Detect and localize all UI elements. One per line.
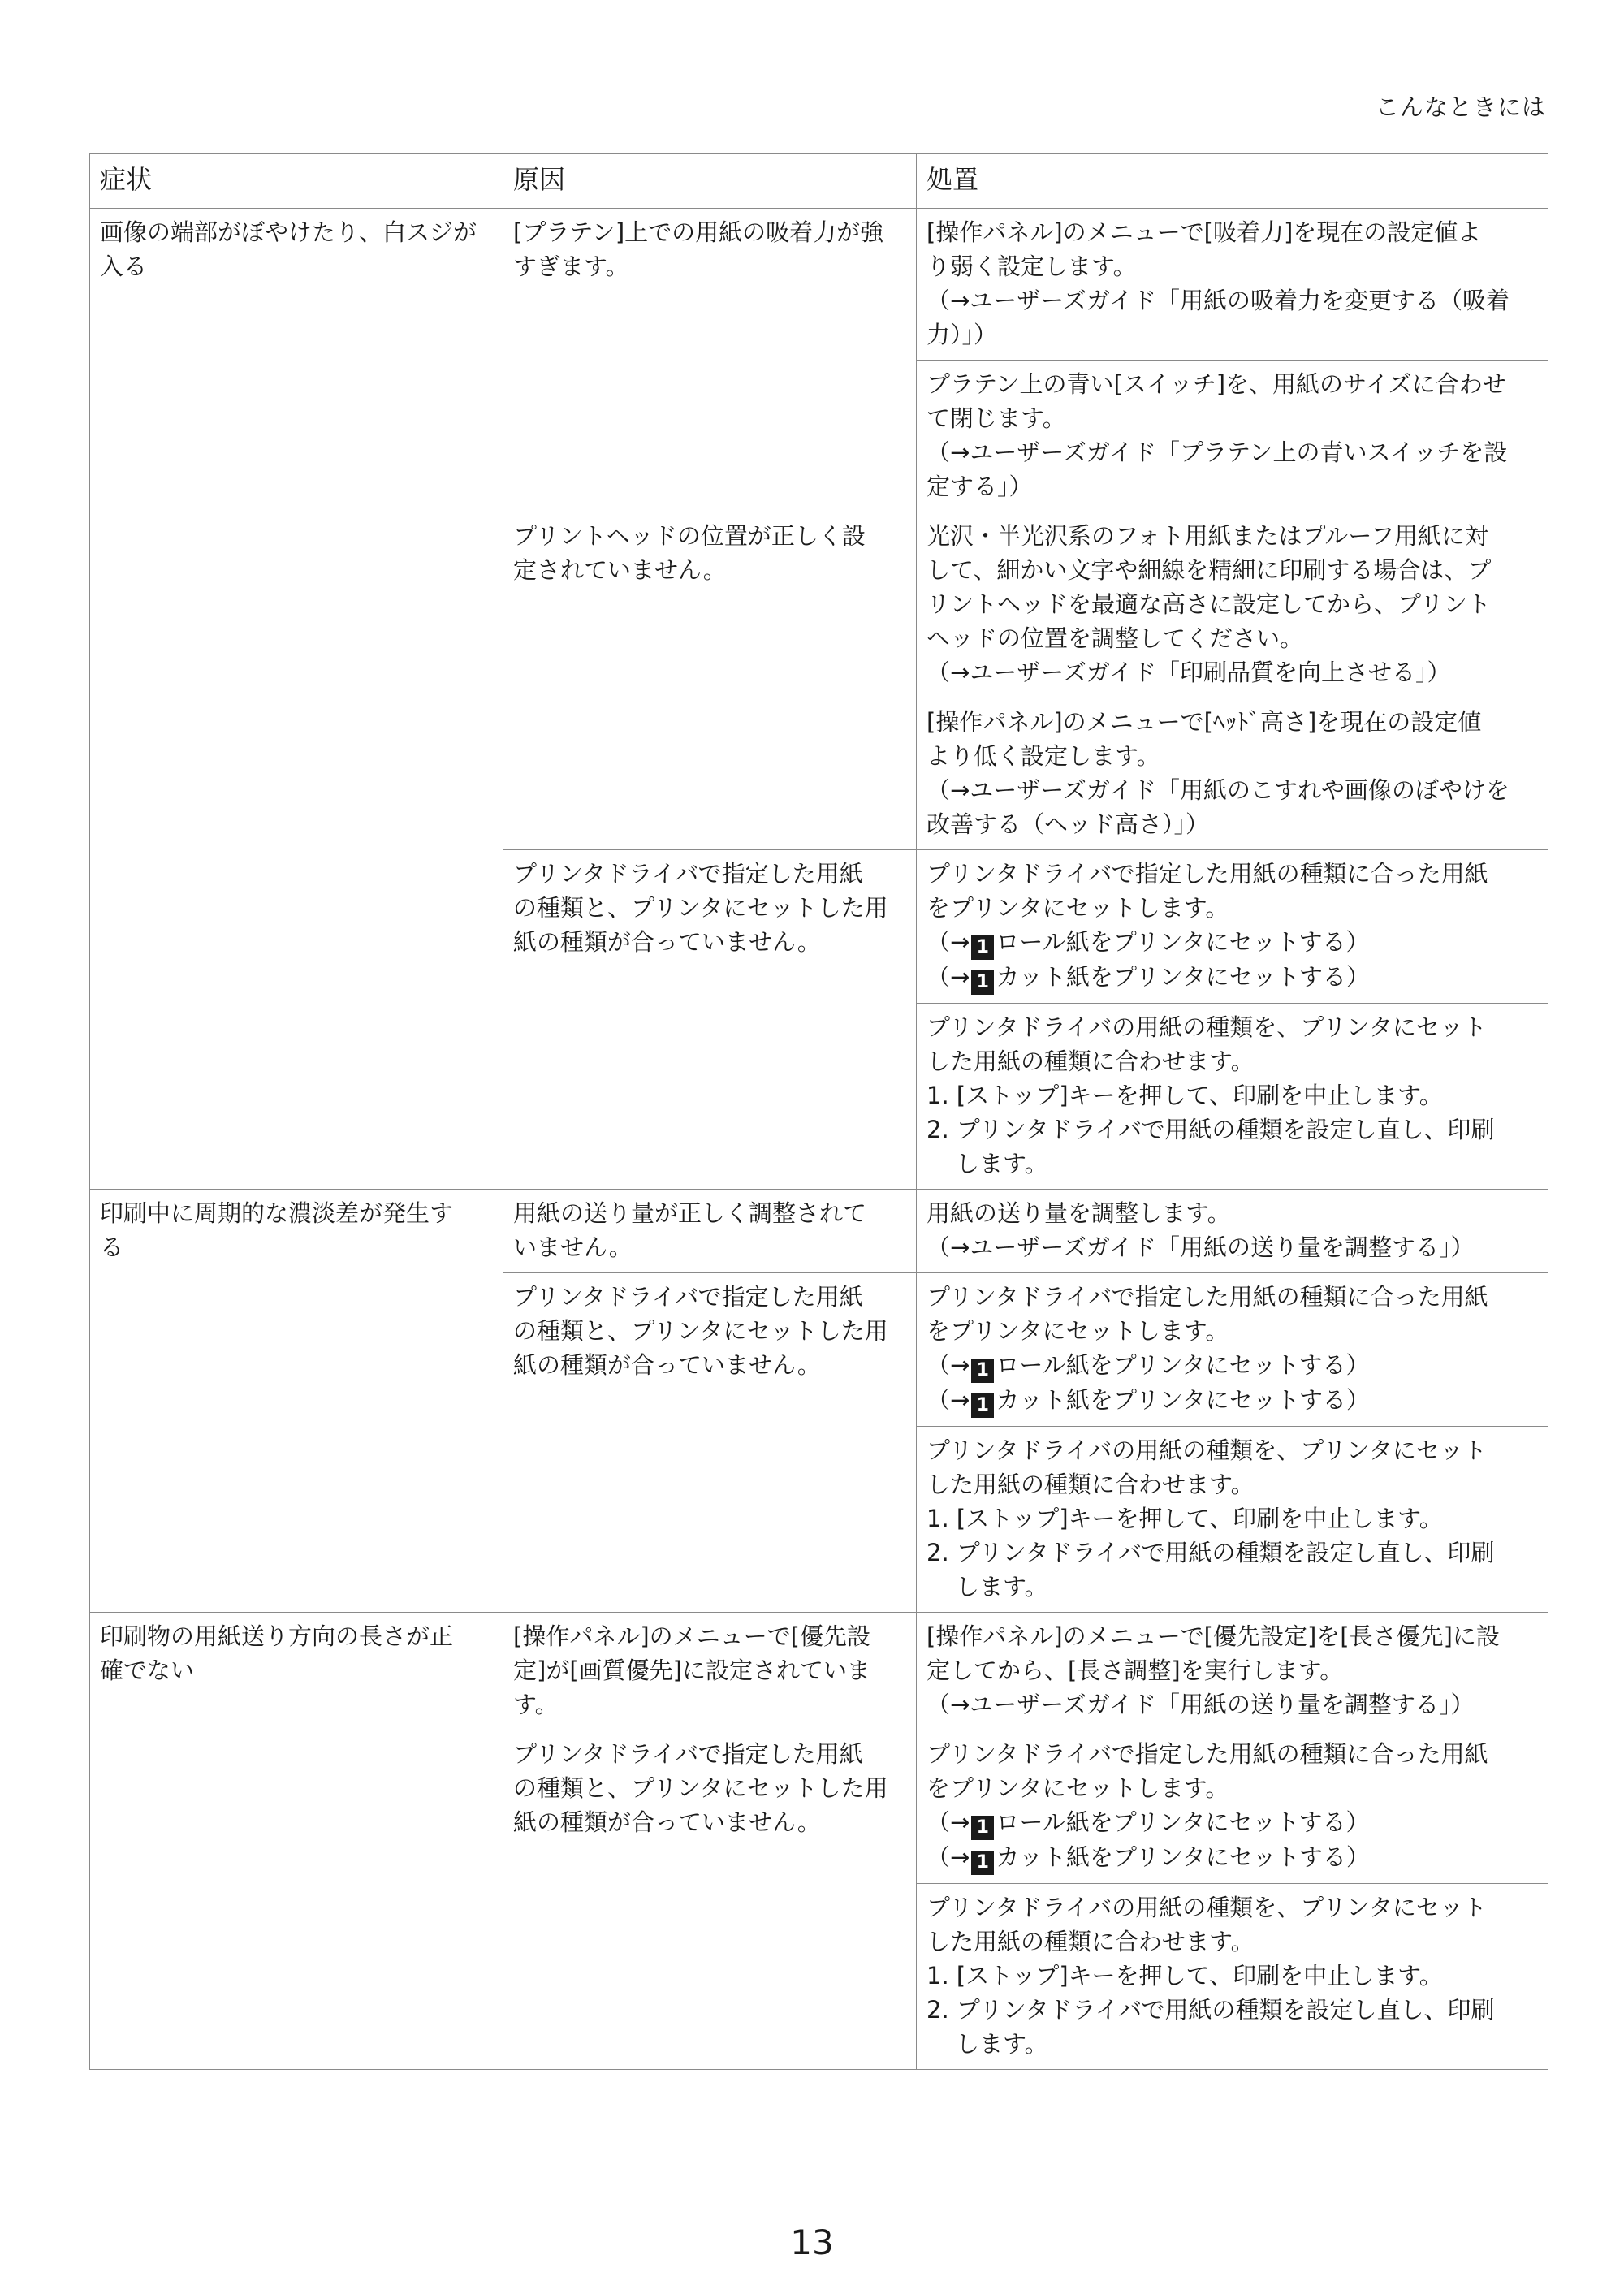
cause-line: 紙の種類が合っていません。 bbox=[513, 1351, 821, 1379]
remedy-cell bbox=[917, 1273, 1548, 1427]
remedy-line: 1. [ストップ]キーを押して、印刷を中止します。 bbox=[926, 1962, 1443, 1989]
remedy-line: [操作パネル]のメニューで[吸着力]を現在の設定値よ bbox=[926, 218, 1482, 246]
cause-cell bbox=[503, 1730, 917, 2070]
cause-line: す。 bbox=[513, 1691, 559, 1718]
remedy-line: プリンタドライバの用紙の種類を、プリンタにセット bbox=[926, 1894, 1487, 1921]
symptom-line: 画像の端部がぼやけたり、白スジが bbox=[100, 218, 477, 246]
remedy-line: 1. [ストップ]キーを押して、印刷を中止します。 bbox=[926, 1082, 1443, 1109]
step-number-badge: 1 bbox=[971, 935, 994, 960]
remedy-line: （→ 1 カット紙をプリンタにセットする） bbox=[926, 960, 1538, 995]
remedy-cell bbox=[917, 1884, 1548, 2070]
step-number-badge: 1 bbox=[971, 1851, 994, 1875]
remedy-line: （→ 1 カット紙をプリンタにセットする） bbox=[926, 1383, 1538, 1418]
remedy-line: した用紙の種類に合わせます。 bbox=[926, 1928, 1255, 1955]
cause-line: の種類と、プリンタにセットした用 bbox=[513, 894, 888, 922]
remedy-line: プリンタドライバで指定した用紙の種類に合った用紙 bbox=[926, 1740, 1488, 1768]
remedy-line: 用紙の送り量を調整します。 bbox=[926, 1199, 1231, 1227]
remedy-line: [操作パネル]のメニューで[ﾍｯﾄﾞ高さ]を現在の設定値 bbox=[926, 708, 1482, 736]
symptom-line: 印刷中に周期的な濃淡差が発生す bbox=[100, 1199, 454, 1227]
symptom-line: る bbox=[100, 1233, 124, 1261]
step-number-badge: 1 bbox=[971, 1359, 994, 1383]
symptom-line: 印刷物の用紙送り方向の長さが正 bbox=[100, 1622, 454, 1650]
table-row bbox=[90, 1190, 1548, 1273]
table-body bbox=[90, 209, 1548, 2070]
remedy-line: プラテン上の青い[スイッチ]を、用紙のサイズに合わせ bbox=[926, 370, 1506, 398]
page-number: 13 bbox=[790, 2223, 834, 2262]
remedy-cell bbox=[917, 361, 1548, 512]
remedy-line: 2. プリンタドライバで用紙の種類を設定し直し、印刷 bbox=[926, 1116, 1495, 1143]
remedy-line: （→ユーザーズガイド「用紙の送り量を調整する」） bbox=[926, 1691, 1475, 1718]
cause-line: 紙の種類が合っていません。 bbox=[513, 928, 821, 956]
header-remedy: 処置 bbox=[917, 154, 1548, 209]
remedy-line: リントヘッドを最適な高さに設定してから、プリント bbox=[926, 590, 1491, 618]
remedy-line: ヘッドの位置を調整してください。 bbox=[926, 624, 1304, 652]
remedy-line: （→ユーザーズガイド「印刷品質を向上させる」） bbox=[926, 659, 1451, 686]
cause-cell bbox=[503, 1613, 917, 1730]
cause-line: の種類と、プリンタにセットした用 bbox=[513, 1317, 888, 1345]
step-number-badge: 1 bbox=[971, 1393, 994, 1418]
cause-line: 定されていません。 bbox=[513, 556, 727, 584]
cause-line: プリンタドライバで指定した用紙 bbox=[513, 1283, 863, 1311]
remedy-line: 改善する（ヘッド高さ）」） bbox=[926, 810, 1210, 838]
remedy-line: [操作パネル]のメニューで[優先設定]を[長さ優先]に設 bbox=[926, 1622, 1500, 1650]
cause-line: すぎます。 bbox=[513, 253, 629, 280]
remedy-line: （→ユーザーズガイド「用紙のこすれや画像のぼやけを bbox=[926, 776, 1510, 804]
remedy-cell bbox=[917, 1427, 1548, 1613]
remedy-line: （→ユーザーズガイド「用紙の吸着力を変更する（吸着 bbox=[926, 287, 1510, 314]
remedy-line: プリンタドライバで指定した用紙の種類に合った用紙 bbox=[926, 860, 1488, 888]
cause-cell bbox=[503, 850, 917, 1190]
remedy-line: 光沢・半光沢系のフォト用紙またはプルーフ用紙に対 bbox=[926, 522, 1488, 550]
cause-cell bbox=[503, 1190, 917, 1273]
symptom-cell bbox=[90, 1613, 503, 2070]
section-title: こんなときには bbox=[1375, 93, 1546, 121]
symptom-cell bbox=[90, 209, 503, 1190]
troubleshooting-table bbox=[89, 153, 1548, 2070]
remedy-cell bbox=[917, 1190, 1548, 1273]
header-cause: 原因 bbox=[503, 154, 917, 209]
remedy-line: します。 bbox=[956, 2030, 1048, 2058]
cause-line: プリンタドライバで指定した用紙 bbox=[513, 860, 863, 888]
remedy-line: プリンタドライバの用紙の種類を、プリンタにセット bbox=[926, 1436, 1487, 1464]
remedy-line: をプリンタにセットします。 bbox=[926, 1317, 1229, 1345]
step-number-badge: 1 bbox=[971, 1816, 994, 1840]
symptom-cell bbox=[90, 1190, 503, 1613]
remedy-line: します。 bbox=[956, 1150, 1048, 1177]
table-row bbox=[90, 209, 1548, 361]
cause-cell bbox=[503, 512, 917, 850]
remedy-cell bbox=[917, 698, 1548, 850]
header-symptom: 症状 bbox=[90, 154, 503, 209]
cause-cell bbox=[503, 1273, 917, 1613]
cause-line: プリントヘッドの位置が正しく設 bbox=[513, 522, 866, 550]
remedy-line: します。 bbox=[956, 1573, 1048, 1601]
cause-line: [操作パネル]のメニューで[優先設 bbox=[513, 1622, 870, 1650]
remedy-line: をプリンタにセットします。 bbox=[926, 894, 1229, 922]
remedy-line: （→ 1 ロール紙をプリンタにセットする） bbox=[926, 925, 1538, 960]
cause-line: プリンタドライバで指定した用紙 bbox=[513, 1740, 863, 1768]
cause-line: いません。 bbox=[513, 1233, 633, 1261]
remedy-line: して、細かい文字や細線を精細に印刷する場合は、プ bbox=[926, 556, 1492, 584]
remedy-line: （→ 1 ロール紙をプリンタにセットする） bbox=[926, 1805, 1538, 1840]
cause-line: 紙の種類が合っていません。 bbox=[513, 1808, 821, 1836]
remedy-cell bbox=[917, 1730, 1548, 1884]
remedy-cell bbox=[917, 850, 1548, 1004]
remedy-line: （→ 1 カット紙をプリンタにセットする） bbox=[926, 1840, 1538, 1875]
remedy-line: 2. プリンタドライバで用紙の種類を設定し直し、印刷 bbox=[926, 1539, 1495, 1566]
table-header-row bbox=[90, 154, 1548, 209]
remedy-line: した用紙の種類に合わせます。 bbox=[926, 1471, 1255, 1498]
remedy-line: 定する」） bbox=[926, 473, 1033, 500]
remedy-line: した用紙の種類に合わせます。 bbox=[926, 1048, 1255, 1075]
remedy-line: 定してから、[長さ調整]を実行します。 bbox=[926, 1657, 1344, 1684]
remedy-line: より低く設定します。 bbox=[926, 742, 1160, 770]
remedy-line: 力）」） bbox=[926, 321, 998, 348]
remedy-line: をプリンタにセットします。 bbox=[926, 1774, 1229, 1802]
cause-cell bbox=[503, 209, 917, 512]
remedy-line: （→ユーザーズガイド「プラテン上の青いスイッチを設 bbox=[926, 438, 1508, 466]
remedy-cell bbox=[917, 1004, 1548, 1190]
remedy-cell bbox=[917, 209, 1548, 361]
cause-line: の種類と、プリンタにセットした用 bbox=[513, 1774, 888, 1802]
remedy-line: プリンタドライバの用紙の種類を、プリンタにセット bbox=[926, 1013, 1487, 1041]
cause-line: 定]が[画質優先]に設定されていま bbox=[513, 1657, 870, 1684]
cause-line: 用紙の送り量が正しく調整されて bbox=[513, 1199, 867, 1227]
remedy-line: （→ 1 ロール紙をプリンタにセットする） bbox=[926, 1348, 1538, 1383]
remedy-cell bbox=[917, 1613, 1548, 1730]
remedy-line: 1. [ストップ]キーを押して、印刷を中止します。 bbox=[926, 1505, 1443, 1532]
remedy-cell bbox=[917, 512, 1548, 698]
table-row bbox=[90, 1613, 1548, 1730]
remedy-line: り弱く設定します。 bbox=[926, 253, 1137, 280]
remedy-line: 2. プリンタドライバで用紙の種類を設定し直し、印刷 bbox=[926, 1996, 1495, 2024]
step-number-badge: 1 bbox=[971, 970, 994, 995]
symptom-line: 入る bbox=[100, 253, 148, 280]
remedy-line: （→ユーザーズガイド「用紙の送り量を調整する」） bbox=[926, 1233, 1475, 1261]
cause-line: [プラテン]上での用紙の吸着力が強 bbox=[513, 218, 884, 246]
remedy-line: て閉じます。 bbox=[926, 404, 1066, 432]
remedy-line: プリンタドライバで指定した用紙の種類に合った用紙 bbox=[926, 1283, 1488, 1311]
symptom-line: 確でない bbox=[100, 1657, 195, 1684]
